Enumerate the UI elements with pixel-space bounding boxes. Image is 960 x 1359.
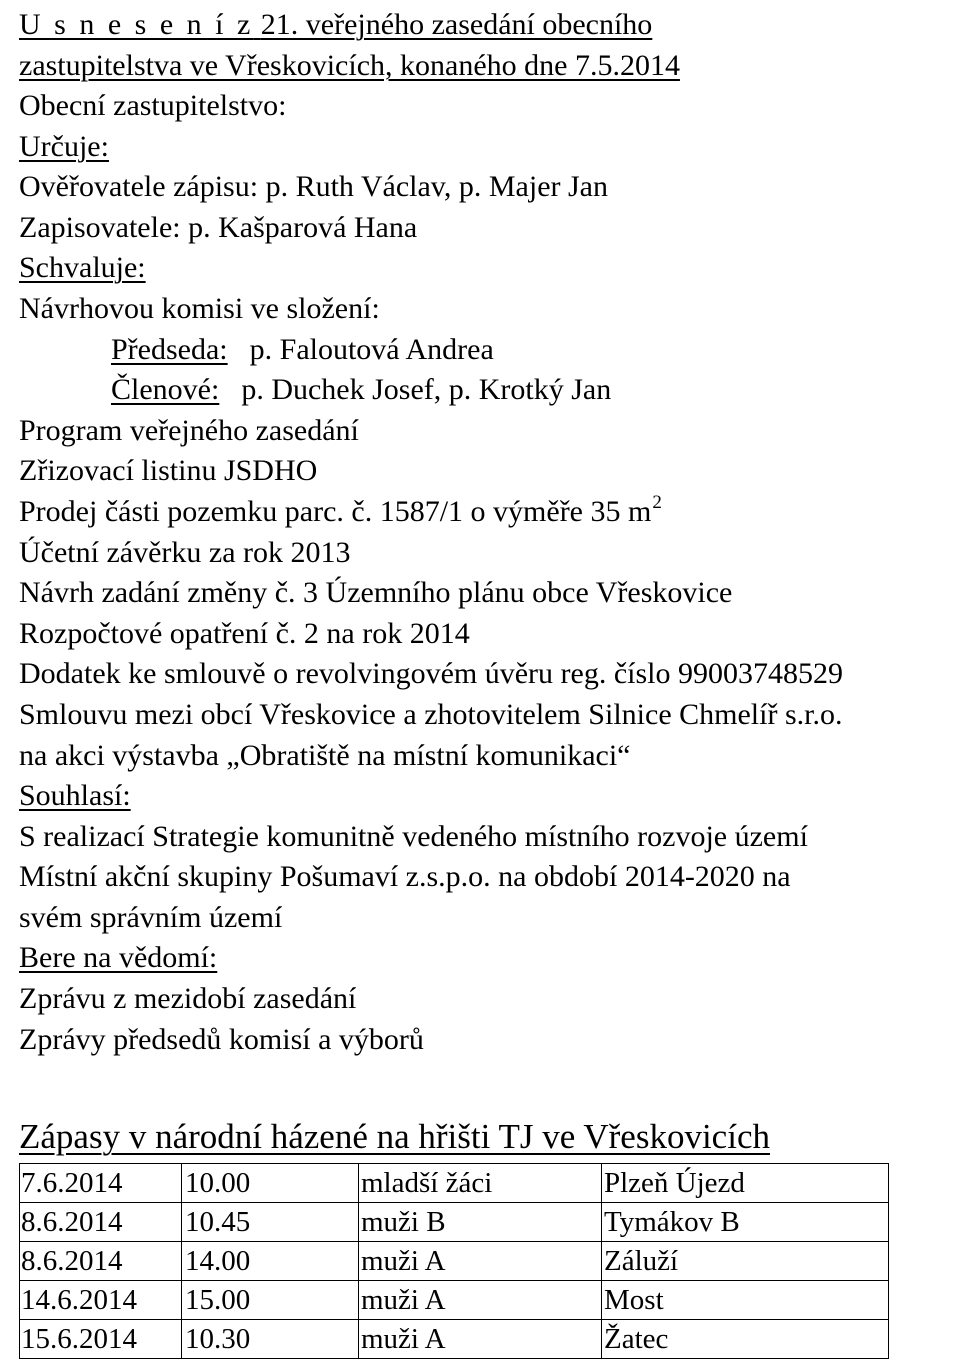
noted-line-1: Zprávu z mezidobí zasedání [19, 982, 357, 1016]
recorders-line: Zapisovatele: p. Kašparová Hana [19, 210, 418, 244]
game-team: mladší žáci [359, 1164, 602, 1203]
verifiers-line: Ověřovatele zápisu: p. Ruth Václav, p. Majer Jan [19, 170, 608, 204]
title-rest: 21. veřejného zasedání obecního [260, 8, 653, 41]
game-time: 10.45 [182, 1203, 359, 1242]
table-row [20, 1203, 889, 1242]
game-date: 14.6.2014 [20, 1281, 182, 1320]
table-row [20, 1281, 889, 1320]
games-table [19, 1163, 889, 1359]
section-spacer [19, 1060, 949, 1114]
title-line-1 [19, 4, 949, 45]
schvaluje-heading: Schvaluje: [19, 251, 146, 285]
games-title: Zápasy v národní házené na hřišti TJ ve Vřeskovicích [19, 1117, 770, 1157]
approved-item-7: Dodatek ke smlouvě o revolvingovém úvěru reg. číslo 99003748529 [19, 657, 844, 691]
game-opponent: Záluží [602, 1242, 889, 1281]
game-date: 8.6.2014 [20, 1242, 182, 1281]
table-row [20, 1164, 889, 1203]
title-line-2: zastupitelstva ve Vřeskovicích, konaného dne 7.5.2014 [19, 49, 680, 82]
game-time: 10.30 [182, 1320, 359, 1359]
document-page [19, 4, 949, 1359]
noted-line-2: Zprávy předsedů komisí a výborů [19, 1022, 424, 1056]
section-souhlasi [19, 776, 949, 817]
game-date: 15.6.2014 [20, 1320, 182, 1359]
souhlasi-heading: Souhlasí: [19, 779, 131, 813]
members-label: Členové: [111, 373, 220, 407]
game-date: 8.6.2014 [20, 1203, 182, 1242]
approved-item-8: Smlouvu mezi obcí Vřeskovice a zhotovitelem Silnice Chmelíř s.r.o. [19, 697, 843, 731]
game-team: muži A [359, 1242, 602, 1281]
game-date: 7.6.2014 [20, 1164, 182, 1203]
game-opponent: Most [602, 1281, 889, 1320]
game-team: muži A [359, 1320, 602, 1359]
chair-value: p. Faloutová Andrea [249, 332, 494, 366]
section-bere [19, 938, 949, 979]
approved-item-9: na akci výstavba „Obratiště na místní komunikaci“ [19, 738, 631, 772]
superscript: 2 [652, 491, 662, 513]
agree-line-3: svém správním území [19, 900, 283, 934]
members-value: p. Duchek Josef, p. Krotký Jan [241, 373, 612, 407]
game-opponent: Žatec [602, 1320, 889, 1359]
game-opponent: Tymákov B [602, 1203, 889, 1242]
agree-line-1: S realizací Strategie komunitně vedeného místního rozvoje území [19, 819, 808, 853]
section-urcuje [19, 127, 949, 168]
agree-line-2: Místní akční skupiny Pošumaví z.s.p.o. na období 2014-2020 na [19, 860, 791, 894]
approved-item-3 [19, 492, 949, 533]
approved-item-5: Návrh zadání změny č. 3 Územního plánu obce Vřeskovice [19, 576, 733, 610]
approved-item-4: Účetní závěrku za rok 2013 [19, 535, 351, 569]
section-schvaluje [19, 248, 949, 289]
table-row [20, 1320, 889, 1359]
bere-heading: Bere na vědomí: [19, 941, 218, 975]
game-opponent: Plzeň Újezd [602, 1164, 889, 1203]
title-spaced-word: U s n e s e n í z [19, 8, 254, 41]
approved-item-6: Rozpočtové opatření č. 2 na rok 2014 [19, 616, 470, 650]
urcuje-heading: Určuje: [19, 129, 109, 163]
members-line [19, 370, 949, 411]
game-time: 10.00 [182, 1164, 359, 1203]
commission-line: Návrhovou komisi ve složení: [19, 291, 380, 325]
game-time: 14.00 [182, 1242, 359, 1281]
game-time: 15.00 [182, 1281, 359, 1320]
council-heading: Obecní zastupitelstvo: [19, 89, 287, 122]
game-team: muži A [359, 1281, 602, 1320]
approved-item-2: Zřizovací listinu JSDHO [19, 454, 318, 488]
approved-item-3-text: Prodej části pozemku parc. č. 1587/1 o výměře 35 m [19, 494, 652, 528]
game-team: muži B [359, 1203, 602, 1242]
chair-line [19, 330, 949, 371]
table-row [20, 1242, 889, 1281]
approved-item-1: Program veřejného zasedání [19, 413, 359, 447]
chair-label: Předseda: [111, 332, 228, 366]
